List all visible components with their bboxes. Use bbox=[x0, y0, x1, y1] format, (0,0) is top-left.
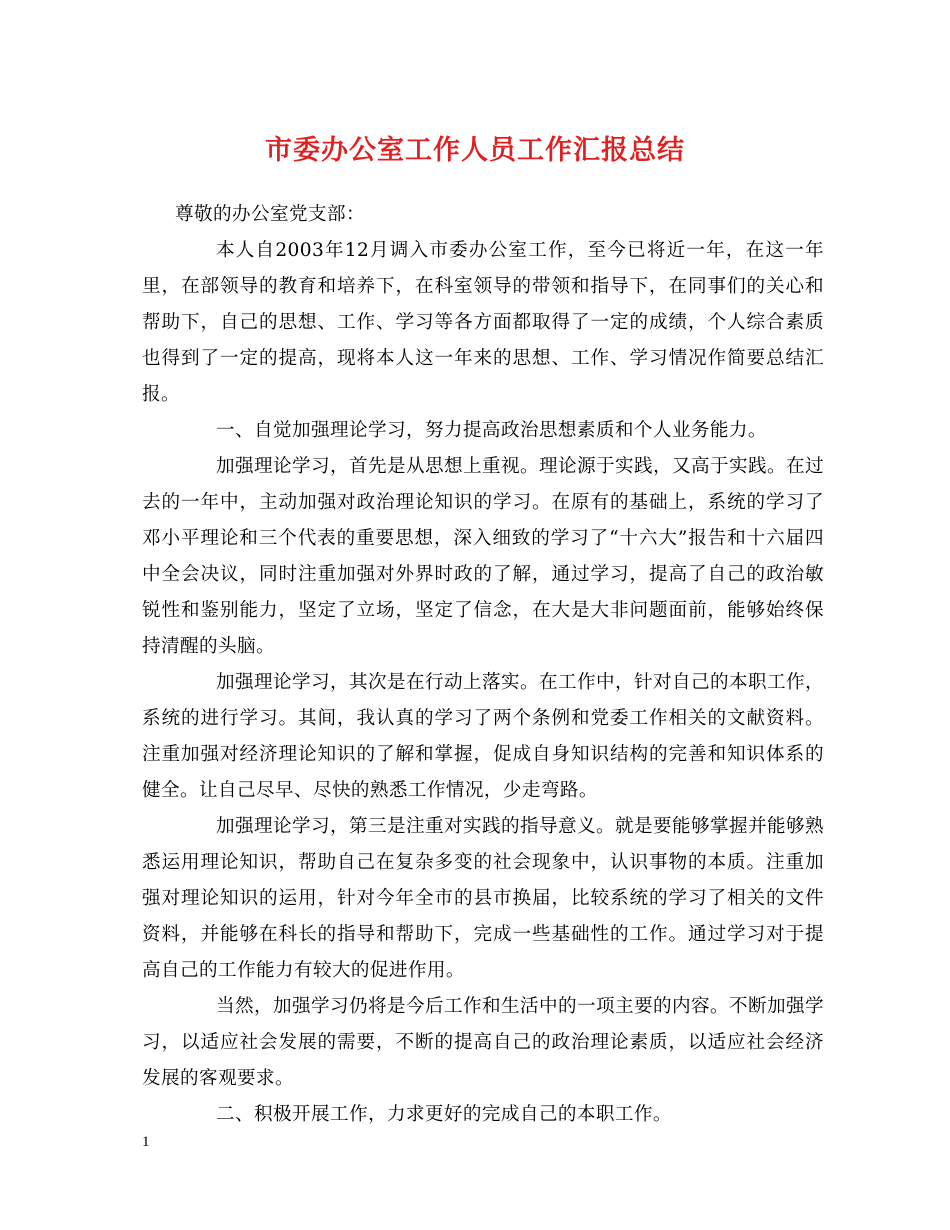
paragraph-theory-third: 加强理论学习，第三是注重对实践的指导意义。就是要能够掌握并能够熟悉运用理论知识，帮助自己在复杂多变的社会现象中，认识事物的本质。注重加强对理论知识的运用，针对今年全市的县市换届，比较系统的学习了相关的文件资料，并能够在科长的指导和帮助下，完成一些基础性的工作。通过学习对于提高自己的工作能力有较大的促进作用。 bbox=[142, 816, 824, 981]
page-number: 1 bbox=[142, 1134, 150, 1150]
paragraph-continuing-study: 当然，加强学习仍将是今后工作和生活中的一项主要的内容。不断加强学习，以适应社会发展的需要，不断的提高自己的政治理论素质，以适应社会经济发展的客观要求。 bbox=[142, 996, 824, 1089]
section-heading-1: 一、自觉加强理论学习，努力提高政治思想素质和个人业务能力。 bbox=[216, 420, 767, 441]
paragraph-theory-second: 加强理论学习，其次是在行动上落实。在工作中，针对自己的本职工作，系统的进行学习。其间，我认真的学习了两个条例和党委工作相关的文献资料。注重加强对经济理论知识的了解和掌握，促成自身知识结构的完善和知识体系的健全。让自己尽早、尽快的熟悉工作情况，少走弯路。 bbox=[142, 672, 824, 801]
paragraph-intro: 本人自2003年12月调入市委办公室工作，至今已将近一年，在这一年里，在部领导的教育和培养下，在科室领导的带领和指导下，在同事们的关心和帮助下，自己的思想、工作、学习等各方面都取得了一定的成绩，个人综合素质也得到了一定的提高，现将本人这一年来的思想、工作、学习情况作简要总结汇报。 bbox=[142, 240, 824, 405]
document-title: 市委办公室工作人员工作汇报总结 bbox=[265, 135, 685, 166]
salutation: 尊敬的办公室党支部： bbox=[175, 204, 365, 225]
section-heading-2: 二、积极开展工作，力求更好的完成自己的本职工作。 bbox=[216, 1104, 672, 1125]
document-body bbox=[142, 197, 824, 1133]
paragraph-theory-first: 加强理论学习，首先是从思想上重视。理论源于实践，又高于实践。在过去的一年中，主动加强对政治理论知识的学习。在原有的基础上，系统的学习了邓小平理论和三个代表的重要思想，深入细致的学习了“十六大”报告和十六届四中全会决议，同时注重加强对外界时政的了解，通过学习，提高了自己的政治敏锐性和鉴别能力，坚定了立场，坚定了信念，在大是大非问题面前，能够始终保持清醒的头脑。 bbox=[142, 456, 824, 657]
